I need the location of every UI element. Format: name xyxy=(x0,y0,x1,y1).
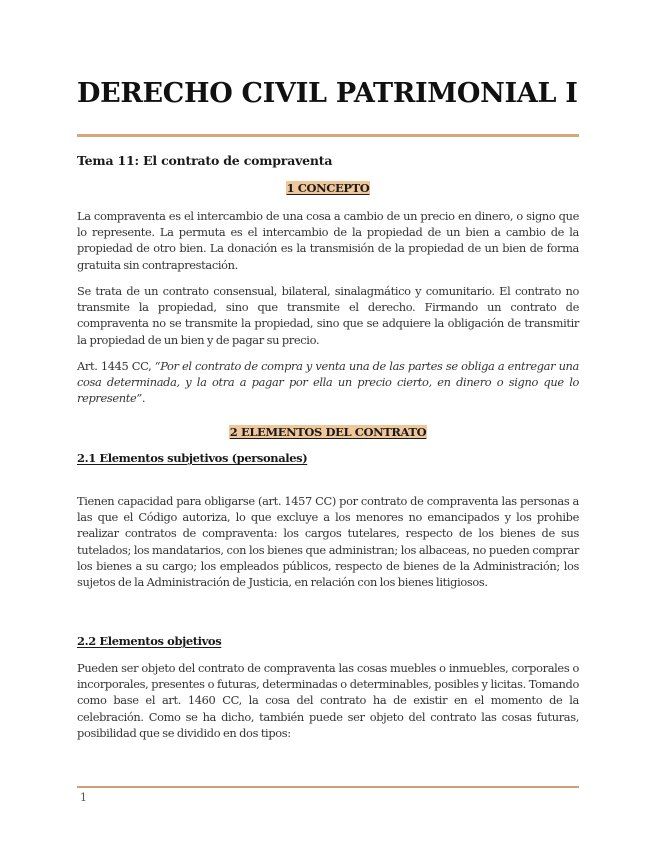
topic-subtitle: Tema 11: El contrato de compraventa xyxy=(77,153,333,168)
quote-suffix: . xyxy=(141,391,146,406)
paragraph-elementos-objetivos: Pueden ser objeto del contrato de compraventa las cosas muebles o inmuebles, corporales o incorporales, presentes o futuras, determinadas o determinables, posibles y licitas. Tomando como base el art. 1460 CC, la cosa del contrato ha de existir en el momento de la celebración. Como se ha dicho, también puede ser objeto del contrato las cosas futuras, posibilidad que se dividido en dos tipos: xyxy=(77,661,579,740)
page-number: 1 xyxy=(80,791,87,804)
paragraph-elementos-subjetivos: Tienen capacidad para obligarse (art. 1457 CC) por contrato de compraventa las personas a las que el Código autoriza, lo que excluye a los menores no emancipados y los prohibe realizar contratos de compraventa: los cargos tutelares, respecto de los bienes de sus tutelados; los mandatarios, con los bienes que administran; los albaceas, no pueden comprar los bienes a su cargo; los empleados públicos, respecto de bienes de la Administración; los sujetos de la Administración de Justicia, en relación con los bienes litigiosos. xyxy=(77,494,579,590)
paragraph-concepto-definition: La compraventa es el intercambio de una cosa a cambio de un precio en dinero, o signo que lo represente. La permuta es el intercambio de la propiedad de un bien a cambio de la propiedad de otro bien. La donación es la transmisión de la propiedad de un bien de forma gratuita sin contraprestación. xyxy=(77,209,579,272)
section-heading-elementos xyxy=(77,425,579,439)
section-heading-label: 1 CONCEPTO xyxy=(286,181,370,195)
section-heading-concepto xyxy=(77,181,579,195)
document-title: DERECHO CIVIL PATRIMONIAL I xyxy=(77,78,578,109)
footer-divider xyxy=(77,786,579,788)
section-heading-label: 2 ELEMENTOS DEL CONTRATO xyxy=(229,425,427,439)
quote-text: “Por el contrato de compra y venta una de las partes se obliga a entregar una cosa determinada, y la otra a pagar por ella un precio cierto, en dinero o signo que lo represente” xyxy=(77,359,579,406)
paragraph-article-quote xyxy=(77,358,579,407)
paragraph-concepto-characteristics: Se trata de un contrato consensual, bilateral, sinalagmático y comunitario. El contrato no transmite la propiedad, sino que transmite el derecho. Firmando un contrato de compraventa no se transmite la propiedad, sino que se adquiere la obligación de transmitir la propiedad de un bien y de pagar su precio. xyxy=(77,284,579,347)
subsection-heading-objetivos: 2.2 Elementos objetivos xyxy=(77,634,222,648)
quote-prefix: Art. 1445 CC, xyxy=(77,359,155,373)
subsection-heading-subjetivos: 2.1 Elementos subjetivos (personales) xyxy=(77,451,308,465)
header-divider xyxy=(77,134,579,137)
